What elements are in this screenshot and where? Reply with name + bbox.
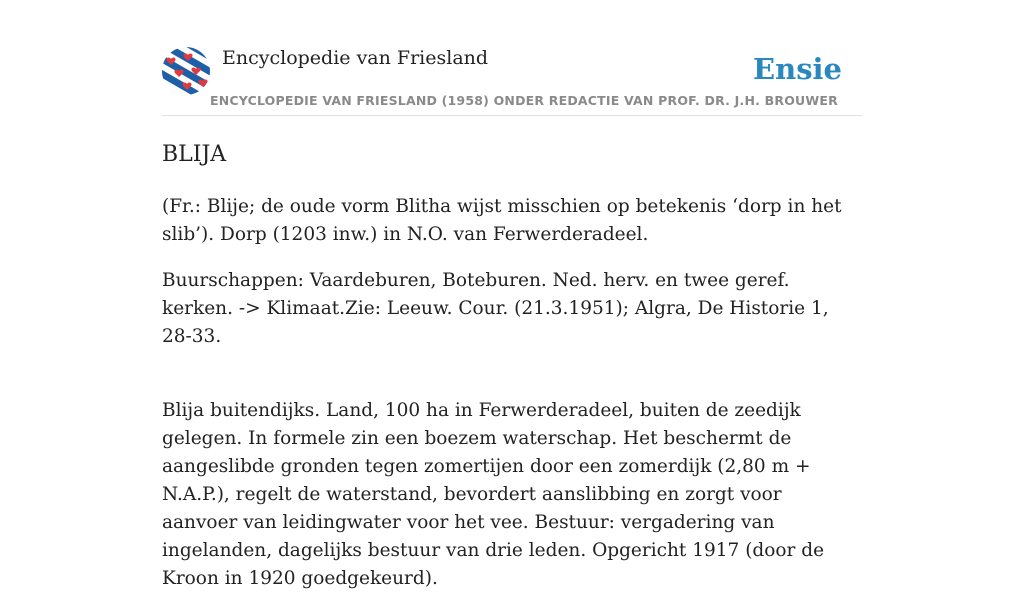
encyclopedia-subtitle: ENCYCLOPEDIE VAN FRIESLAND (1958) ONDER REDACTIE VAN PROF. DR. J.H. BROUWER (210, 93, 838, 108)
header-divider (162, 115, 862, 116)
entry-title: BLIJA (162, 142, 227, 167)
paragraph-spacer (162, 369, 862, 397)
entry-paragraph-details: Buurschappen: Vaardeburen, Boteburen. Ned. herv. en twee geref. kerken. -> Klimaat.Zie: Leeuw. Cour. (21.3.1951); Algra, De Historie 1, 28-33. (162, 270, 829, 347)
site-title[interactable]: Encyclopedie van Friesland (222, 47, 489, 69)
entry-paragraph-buitendijks: Blija buitendijks. Land, 100 ha in Ferwerderadeel, buiten de zeedijk gelegen. In formele zin een boezem waterschap. Het beschermt de aangeslibde gronden tegen zomertijen door een zomerdijk (2,80 m + N.A.P.), regelt de waterstand, bevordert aanslibbing en zorgt voor aanvoer van leidingwater voor het vee. Bestuur: vergadering van ingelanden, dagelijks bestuur van drie leden. Opgericht 1917 (door de Kroon in 1920 goedgekeurd). (162, 400, 825, 589)
ensie-brand-logo[interactable]: Ensie (753, 52, 842, 86)
entry-body (162, 193, 862, 611)
frisian-flag-icon[interactable] (162, 47, 210, 95)
entry-paragraph-intro: (Fr.: Blije; de oude vorm Blitha wijst misschien op betekenis ‘dorp in het slib’). Dorp (1203 inw.) in N.O. van Ferwerderadeel. (162, 196, 842, 245)
frisian-flag-icon-svg (162, 47, 210, 95)
